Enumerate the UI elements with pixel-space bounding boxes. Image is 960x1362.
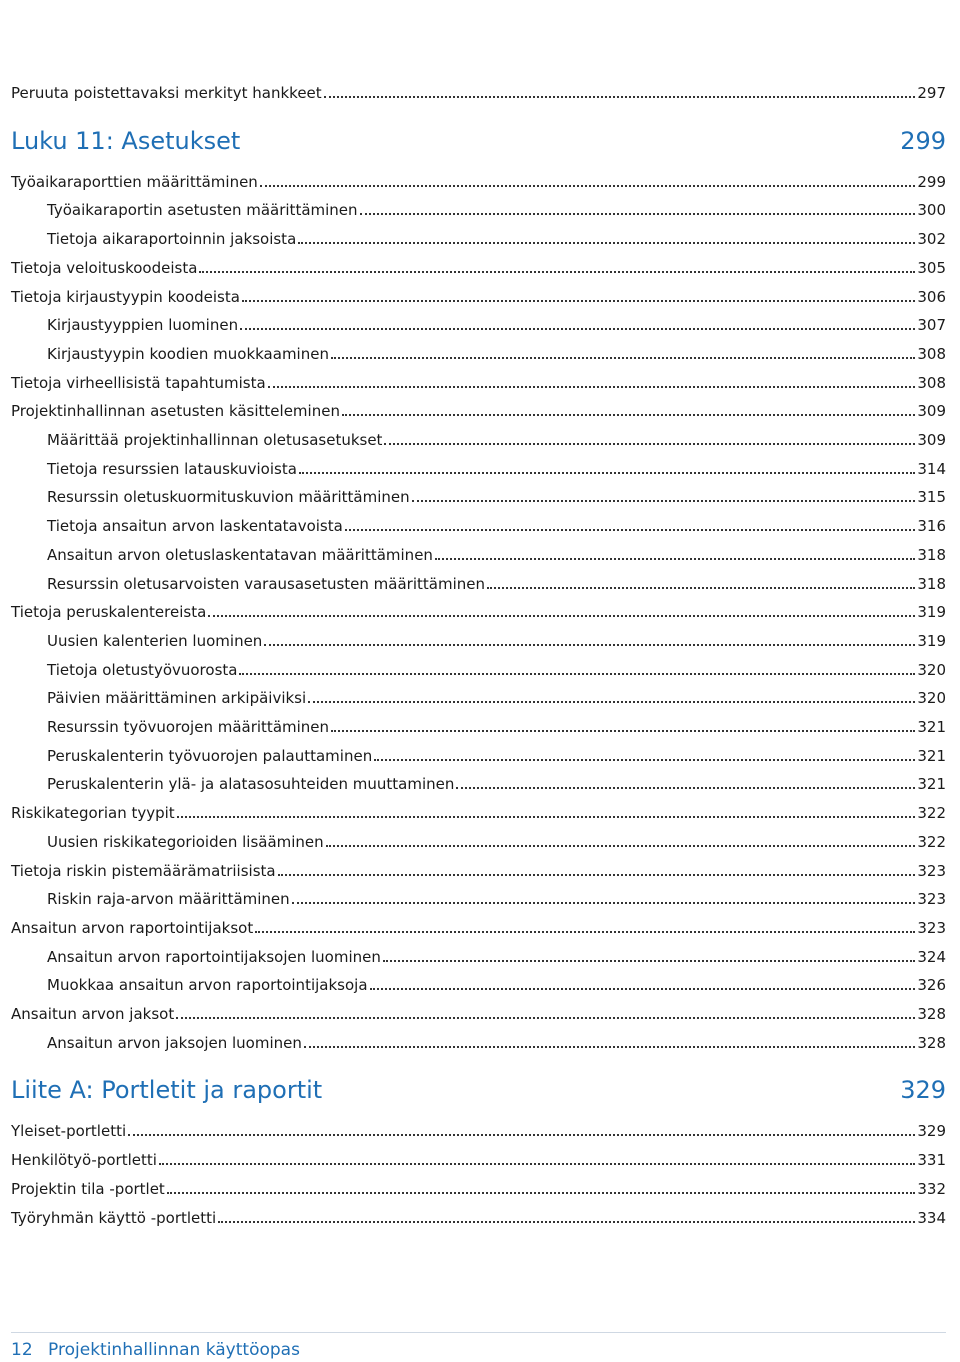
toc-entry[interactable] [11,368,946,392]
dot-leader [264,643,915,646]
toc-entry[interactable] [11,1145,946,1169]
toc-entry-page-number: 315 [917,488,946,507]
toc-entry-page-number: 323 [917,890,946,909]
toc-subentry[interactable] [47,942,946,966]
dot-leader [242,299,915,302]
toc-entry-label: Työaikaraportin asetusten määrittäminen [47,201,358,220]
toc-entry-label: Työaikaraporttien määrittäminen [11,172,258,191]
toc-subentry[interactable] [47,482,946,506]
toc-entry-label: Henkilötyö-portletti [11,1151,157,1170]
toc-entry-page-number: 323 [917,861,946,880]
dot-leader [326,844,916,847]
toc-entry-label: Tietoja peruskalentereista [11,603,207,622]
toc-subentry[interactable] [47,683,946,707]
toc-subentry[interactable] [47,884,946,908]
toc-entry-label: Resurssin työvuorojen määrittäminen [47,718,330,736]
toc-entry-label: Tietoja resurssien latauskuvioista [47,459,297,478]
toc-entry-label: Tietoja ansaitun arvon laskentatavoista [47,517,343,536]
toc-entry-page-number: 332 [917,1179,946,1198]
toc-entry[interactable] [11,78,946,102]
toc-entry[interactable] [11,597,946,621]
chapter-heading[interactable] [11,121,946,155]
toc-entry-label: Tietoja riskin pistemäärämatriisista [11,861,276,880]
chapter-heading[interactable] [11,1070,946,1104]
toc-subentry[interactable] [47,1028,946,1052]
dot-leader [260,184,916,187]
dot-leader [370,987,916,990]
toc-entry-label: Tietoja aikaraportoinnin jaksoista [47,230,297,249]
toc-subentry[interactable] [47,425,946,449]
dot-leader [384,442,915,445]
dot-leader [239,672,915,675]
toc-entry-label: Tietoja kirjaustyypin koodeista [11,287,240,306]
toc-entry-page-number: 321 [917,746,946,765]
chapter-page-number: 329 [900,1076,946,1105]
toc-subentry[interactable] [47,741,946,765]
toc-entry-page-number: 320 [917,689,946,708]
toc-subentry[interactable] [47,310,946,334]
toc-subentry[interactable] [47,655,946,679]
toc-entry-page-number: 320 [917,660,946,679]
toc-subentry[interactable] [47,454,946,478]
toc-entry-label: Tietoja oletustyövuorosta [47,660,238,679]
footer-page-number: 12 [11,1340,33,1360]
chapter-title: Liite A: Portletit ja raportit [11,1076,323,1105]
toc-entry-page-number: 322 [917,804,946,823]
dot-leader [342,413,915,416]
dot-leader [240,327,915,330]
toc-entry-label: Peruuta poistettavaksi merkityt hankkeet [11,84,322,102]
toc-entry-page-number: 318 [917,574,946,593]
toc-entry-label: Muokkaa ansaitun arvon raportointijaksoja [47,976,368,995]
toc-entry-label: Tietoja virheellisistä tapahtumista [11,373,266,392]
toc-subentry[interactable] [47,224,946,248]
toc-entry-page-number: 299 [917,172,946,191]
chapter-title: Luku 11: Asetukset [11,126,241,155]
toc-subentry[interactable] [47,769,946,793]
toc-entry-label: Ansaitun arvon oletuslaskentatavan määrittäminen [47,545,433,564]
dot-leader [298,241,915,244]
toc-entry-page-number: 321 [917,718,946,736]
page-footer [11,1332,946,1360]
dot-leader [324,95,916,98]
toc-subentry[interactable] [47,626,946,650]
toc-entry-page-number: 308 [917,344,946,363]
toc-entry-label: Määrittää projektinhallinnan oletusasetukset [47,431,383,449]
toc-entry-page-number: 297 [917,84,946,102]
toc-entry[interactable] [11,1174,946,1198]
toc-entry[interactable] [11,856,946,880]
toc-entry[interactable] [11,999,946,1023]
toc-entry-label: Uusien kalenterien luominen [47,631,263,650]
toc-subentry[interactable] [47,195,946,219]
toc-entry-page-number: 307 [917,316,946,335]
toc-entry-page-number: 316 [917,517,946,536]
toc-entry-label: Projektin tila -portlet [11,1179,165,1198]
toc-entry-label: Kirjaustyypin koodien muokkaaminen [47,344,329,363]
dot-leader [177,815,916,818]
dot-leader [456,786,915,789]
toc-entry-label: Riskin raja-arvon määrittäminen [47,890,290,909]
toc-entry-label: Päivien määrittäminen arkipäiviksi [47,689,307,708]
toc-entry-label: Ansaitun arvon raportointijaksot [11,918,254,937]
dot-leader [487,586,915,589]
toc-entry-label: Projektinhallinnan asetusten käsitteleminen [11,402,340,421]
toc-entry-page-number: 308 [917,373,946,392]
toc-entry-page-number: 318 [917,545,946,564]
toc-entry-page-number: 329 [917,1122,946,1141]
toc-subentry[interactable] [47,540,946,564]
dot-leader [268,385,916,388]
toc-entry-page-number: 300 [917,201,946,220]
toc-entry[interactable] [11,913,946,937]
toc-entry[interactable] [11,253,946,277]
toc-entry-label: Työryhmän käyttö -portletti [11,1208,217,1227]
toc-entry[interactable] [11,1116,946,1140]
dot-leader [299,471,915,474]
toc-entry-label: Ansaitun arvon jaksojen luominen [47,1033,302,1052]
dot-leader [345,528,916,531]
toc-entry-page-number: 319 [917,631,946,650]
toc-subentry[interactable] [47,827,946,851]
dot-leader [199,270,915,273]
toc-entry-label: Tietoja veloituskoodeista [11,258,198,277]
toc-subentry[interactable] [47,712,946,736]
dot-leader [412,499,916,502]
dot-leader [308,700,915,703]
dot-leader [176,1016,915,1019]
toc-entry-page-number: 319 [917,603,946,622]
toc-entry-label: Ansaitun arvon jaksot [11,1005,175,1023]
toc-entry-label: Peruskalenterin ylä- ja alatasosuhteiden muuttaminen [47,775,455,794]
toc-entry-page-number: 328 [917,1005,946,1023]
dot-leader [331,729,915,732]
toc-entry-page-number: 302 [917,230,946,249]
toc-entry-label: Kirjaustyyppien luominen [47,316,239,335]
toc-entry-page-number: 309 [917,431,946,449]
toc-entry-page-number: 305 [917,258,946,277]
dot-leader [255,930,915,933]
toc-entry-page-number: 321 [917,775,946,794]
toc-entry-page-number: 331 [917,1151,946,1170]
toc-entry[interactable] [11,396,946,420]
toc-entry[interactable] [11,282,946,306]
dot-leader [360,212,916,215]
toc-entry-label: Ansaitun arvon raportointijaksojen luominen [47,947,381,966]
toc-entry-label: Resurssin oletuskuormituskuvion määrittäminen [47,488,410,507]
toc-entry-page-number: 314 [917,459,946,478]
toc-entry-label: Yleiset-portletti [11,1122,127,1141]
toc-entry-label: Peruskalenterin työvuorojen palauttaminen [47,746,373,765]
toc-entry[interactable] [11,798,946,822]
dot-leader [278,873,916,876]
dot-leader [128,1133,915,1136]
toc-entry-page-number: 322 [917,832,946,851]
footer-title: Projektinhallinnan käyttöopas [48,1340,300,1360]
toc-entry[interactable] [11,167,946,191]
dot-leader [292,901,916,904]
toc-entry-page-number: 306 [917,287,946,306]
toc-entry-page-number: 309 [917,402,946,421]
toc-entry-label: Uusien riskikategorioiden lisääminen [47,832,324,851]
dot-leader [435,557,915,560]
dot-leader [304,1045,915,1048]
toc-entry-page-number: 334 [917,1208,946,1227]
dot-leader [208,614,915,617]
dot-leader [218,1220,915,1223]
toc-subentry[interactable] [47,511,946,535]
toc-entry-label: Riskikategorian tyypit [11,804,175,823]
toc-subentry[interactable] [47,569,946,593]
dot-leader [167,1191,916,1194]
dot-leader [374,758,915,761]
dot-leader [331,356,915,359]
toc-subentry[interactable] [47,970,946,994]
chapter-page-number: 299 [900,126,946,155]
toc-subentry[interactable] [47,339,946,363]
toc-entry-page-number: 326 [917,976,946,995]
dot-leader [159,1162,915,1165]
toc-entry-page-number: 328 [917,1033,946,1052]
toc-entry-label: Resurssin oletusarvoisten varausasetusten määrittäminen [47,574,485,593]
dot-leader [383,959,915,962]
toc-entry[interactable] [11,1203,946,1227]
toc-entry-page-number: 323 [917,918,946,937]
toc-entry-page-number: 324 [917,947,946,966]
